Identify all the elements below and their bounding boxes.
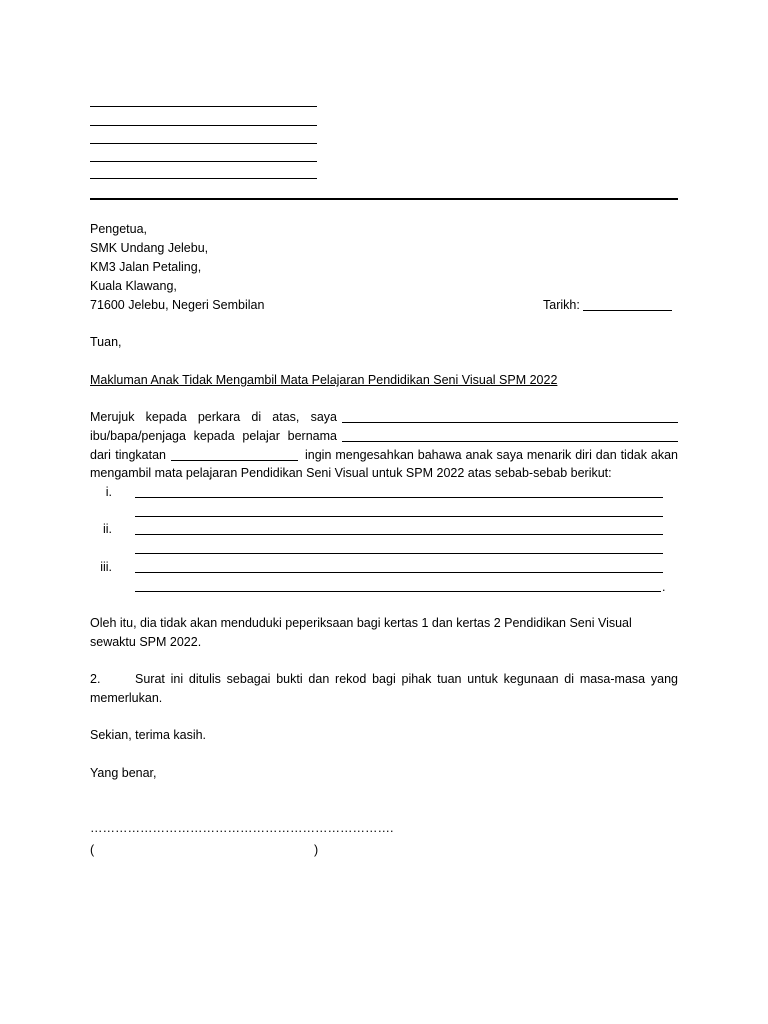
paragraph-1-line-1-text: Merujuk kepada perkara di atas, saya [90,410,337,424]
recipient-address-line: Kuala Klawang, [90,279,177,293]
closing-text: Sekian, terima kasih. [90,728,207,742]
paragraph-number: 2. [90,672,101,686]
sender-address-line [90,125,317,126]
recipient-address-line: SMK Undang Jelebu, [90,241,209,255]
reason-marker: iii. [100,560,112,574]
paragraph-1-line-3 [90,447,678,463]
reason-blank-line [135,503,663,517]
date-blank [583,297,672,311]
paragraph-2-line: Oleh itu, dia tidak akan menduduki peperiksaan bagi kertas 1 dan kertas 2 Pendidikan Seni Visual [90,616,632,630]
sender-address-line [90,106,317,107]
paragraph-1-line-2-text: ibu/bapa/penjaga kepada pelajar bernama [90,429,337,443]
paragraph-1-line-3-start: dari tingkatan [90,448,166,462]
sender-address-line [90,143,317,144]
paragraph-1-line-4: mengambil mata pelajaran Pendidikan Seni Visual untuk SPM 2022 atas sebab-sebab berikut: [90,466,612,480]
reason-blank-line [135,521,663,535]
letter-subject: Makluman Anak Tidak Mengambil Mata Pelajaran Pendidikan Seni Visual SPM 2022 [90,373,558,387]
reason-blank-line [135,484,663,498]
signature-dotted-line: ………………………………………………………………. [90,821,394,835]
reasons-end-mark: . [662,580,666,594]
paragraph-3-line-1 [90,671,678,687]
sender-address-line [90,161,317,162]
reason-blank-line [135,578,661,592]
paragraph-1-line-2 [90,428,678,444]
paragraph-1-line-1 [90,409,678,425]
salutation: Tuan, [90,335,122,349]
signature-name-open-paren: ( [90,843,95,857]
paragraph-3-line-2: memerlukan. [90,691,163,705]
signature-name-close-paren: ) [314,843,319,857]
paragraph-1-line-3-end: ingin mengesahkan bahawa anak saya menarik diri dan tidak akan [305,448,678,462]
recipient-address-line: KM3 Jalan Petaling, [90,260,202,274]
reason-blank-line [135,559,663,573]
form-level-blank [171,447,298,461]
paragraph-2-line: sewaktu SPM 2022. [90,635,202,649]
reason-marker: i. [105,485,112,499]
reason-marker: ii. [102,522,112,536]
letterhead-divider [90,198,678,200]
date-field [543,297,672,313]
recipient-address-line: 71600 Jelebu, Negeri Sembilan [90,298,265,312]
recipient-title: Pengetua, [90,222,147,236]
parent-name-blank [342,409,678,423]
paragraph-3-line-1-text: Surat ini ditulis sebagai bukti dan rekod bagi pihak tuan untuk kegunaan di masa-masa yang [135,672,678,686]
sign-off: Yang benar, [90,766,157,780]
date-label: Tarikh: [543,298,580,312]
student-name-blank [342,428,678,442]
sender-address-line [90,178,317,179]
reason-blank-line [135,540,663,554]
